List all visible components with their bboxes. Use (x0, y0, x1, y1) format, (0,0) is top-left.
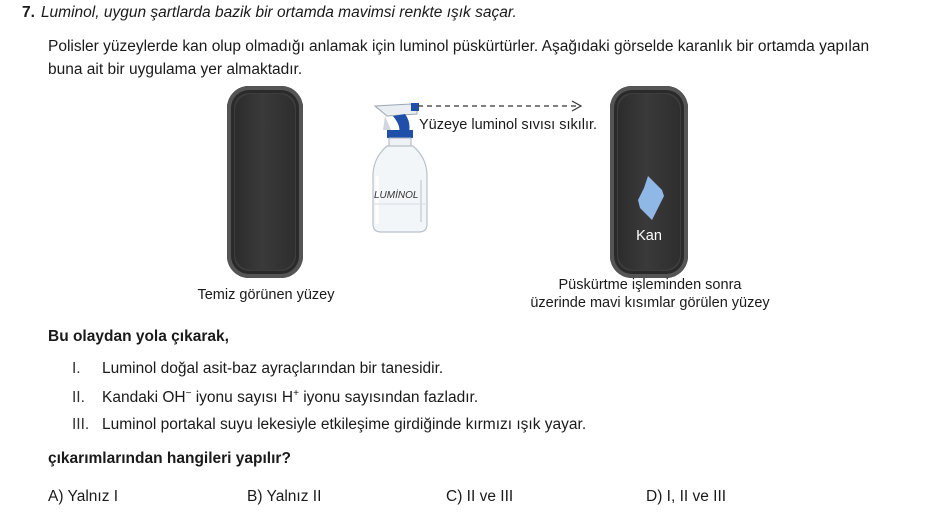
statement-2-sup-a: − (185, 388, 192, 399)
statement-3-text: Luminol portakal suyu lekesiyle etkileşime girdiğinde kırmızı ışık yayar. (102, 416, 587, 433)
statement-2-text-a: Kandaki OH (102, 389, 186, 407)
sprayed-caption-line-1: Püskürtme işleminden sonra (558, 277, 742, 293)
option-a[interactable]: A) Yalnız I (48, 488, 119, 505)
statement-2-text-c: iyonu sayısından fazladır. (298, 389, 479, 407)
spray-label: Yüzeye luminol sıvısı sıkılır. (419, 117, 598, 133)
clean-surface-caption: Temiz görünen yüzey (197, 287, 335, 303)
intro-line-2: buna ait bir uygulama yer almaktadır. (48, 61, 303, 78)
blood-stain-icon (634, 174, 668, 224)
statement-2-sup-b: + (293, 388, 299, 399)
sprayed-caption-line-2: üzerinde mavi kısımlar görülen yüzey (530, 295, 770, 311)
statement-3-roman: III. (72, 416, 90, 433)
question-line: çıkarımlarından hangileri yapılır? (48, 450, 291, 467)
statement-1-text: Luminol doğal asit-baz ayraçlarından bir tanesidir. (102, 360, 444, 377)
statement-2 (72, 388, 478, 407)
prompt-line: Bu olaydan yola çıkarak, (48, 328, 229, 345)
clean-surface-panel (227, 86, 303, 278)
statement-3 (72, 416, 586, 434)
option-b[interactable]: B) Yalnız II (247, 488, 322, 505)
option-d[interactable]: D) I, II ve III (646, 488, 727, 505)
intro-line-1: Polisler yüzeylerde kan olup olmadığı anlamak için luminol püskürtürler. Aşağıdaki görselde karanlık bir ortamda yapılan (48, 38, 870, 55)
statement-2-roman: II. (72, 389, 85, 407)
sprayed-surface-panel (610, 86, 688, 278)
statement-1-roman: I. (72, 360, 81, 377)
question-header (22, 4, 517, 22)
question-number: 7. (22, 4, 35, 21)
statement-2-text-b: iyonu sayısı H (191, 389, 294, 407)
clean-surface-inner (235, 94, 295, 270)
question-statement: Luminol, uygun şartlarda bazik bir ortamda mavimsi renkte ışık saçar. (40, 4, 517, 21)
statement-1 (72, 360, 443, 378)
option-c[interactable]: C) II ve III (446, 488, 514, 505)
spray-arrow-icon (418, 99, 588, 113)
blood-label: Kan (636, 228, 662, 244)
bottle-label: LUMİNOL (374, 190, 419, 201)
